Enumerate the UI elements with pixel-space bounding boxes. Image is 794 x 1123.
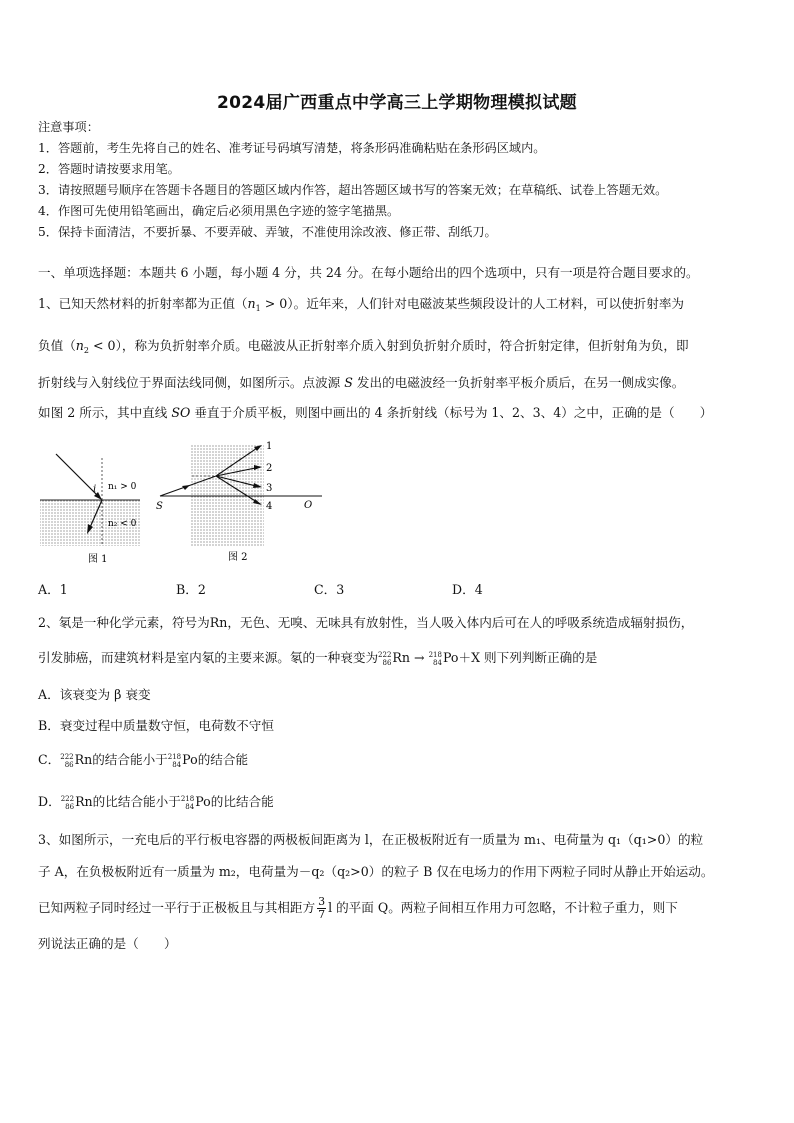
angle-i-label: i bbox=[93, 484, 97, 495]
ray-label-3: 3 bbox=[266, 483, 273, 494]
q2-line-1: 2、氡是一种化学元素，符号为Rn，无色、无嗅、无味具有放射性，当人吸入体内后可在人的呼吸系统造成辐射损伤， bbox=[38, 615, 694, 630]
q3-line-4: 列说法正确的是（ ） bbox=[38, 936, 177, 951]
ray-label-2: 2 bbox=[266, 463, 273, 474]
page-title: 2024届广西重点中学高三上学期物理模拟试题 bbox=[217, 93, 577, 113]
figure-1 bbox=[36, 440, 156, 570]
section-heading: 一、单项选择题：本题共 6 小题，每小题 4 分，共 24 分。在每小题给出的四个选项中，只有一项是符合题目要求的。 bbox=[38, 265, 699, 280]
q1-line-4: 如图 2 所示，其中直线 SO 垂直于介质平板，则图中画出的 4 条折射线（标号为 1、2、3、4）之中，正确的是（ ） bbox=[38, 405, 713, 420]
note-item: 3．请按照题号顺序在答题卡各题目的答题区域内作答，超出答题区域书写的答案无效；在草稿纸、试卷上答题无效。 bbox=[38, 183, 668, 197]
q1-option-c[interactable]: C．3 bbox=[314, 582, 345, 597]
note-item: 2．答题时请按要求用笔。 bbox=[38, 162, 180, 176]
q3-line-2: 子 A，在负极板附近有一质量为 m₂，电荷量为－q₂（q₂>0）的粒子 B 仅在电场力的作用下两粒子同时从静止开始运动。 bbox=[38, 864, 714, 879]
point-o-label: O bbox=[304, 500, 313, 511]
note-item: 4．作图可先使用铅笔画出，确定后必须用黑色字迹的签字笔描黑。 bbox=[38, 204, 400, 218]
q2-option-d[interactable]: D．222 86Rn的比结合能小于218 84Po的比结合能 bbox=[38, 794, 274, 811]
source-s-label: S bbox=[156, 501, 163, 512]
ray-label-4: 4 bbox=[266, 501, 273, 512]
n2-label: n₂ < 0 bbox=[108, 519, 137, 529]
q2-option-a[interactable]: A．该衰变为 β 衰变 bbox=[38, 687, 151, 702]
fraction-3-7: $\frac{3}{7}$ bbox=[318, 895, 326, 921]
figure-1-caption: 图 1 bbox=[88, 554, 108, 565]
q2-option-b[interactable]: B．衰变过程中质量数守恒，电荷数不守恒 bbox=[38, 718, 274, 733]
medium-slab bbox=[190, 444, 264, 546]
q1-option-b[interactable]: B．2 bbox=[176, 582, 206, 597]
q3-line-1: 3、如图所示，一充电后的平行板电容器的两极板间距离为 l，在正极板附近有一质量为 m₁、电荷量为 q₁（q₁>0）的粒 bbox=[38, 832, 704, 847]
incident-arrowhead bbox=[182, 485, 190, 490]
notes-heading: 注意事项： bbox=[38, 120, 99, 134]
q2-option-c[interactable]: C．222 86Rn的结合能小于218 84Po的结合能 bbox=[38, 752, 249, 769]
note-item: 5．保持卡面清洁，不要折暴、不要弄破、弄皱，不准使用涂改液、修正带、刮纸刀。 bbox=[38, 225, 497, 239]
ray-label-1: 1 bbox=[266, 441, 273, 452]
n1-label: n₁ > 0 bbox=[108, 482, 137, 492]
q1-option-d[interactable]: D．4 bbox=[452, 582, 483, 597]
figure-2 bbox=[152, 436, 332, 570]
q1-line-1: 1、已知天然材料的折射率都为正值$(n_1 > 0)$。近年来，人们针对电磁波某些频段设计的人工材料，可以使折射率为 bbox=[38, 296, 685, 313]
q2-line-2: 引发肺癌，而建筑材料是室内氡的主要来源。氡的一种衰变为222 86Rn → 218 84Po＋X 则下列判断正确的是 bbox=[38, 650, 598, 667]
q3-line-3: 已知两粒子同时经过一平行于正极板且与其相距方 $\frac{3}{7}$ l 的平面 Q。两粒子间相互作用力可忽略，不计粒子重力，则下 bbox=[38, 895, 678, 921]
q1-line-3: 折射线与入射线位于界面法线同侧，如图所示。点波源 S 发出的电磁波经一负折射率平板介质后，在另一侧成实像。 bbox=[38, 375, 685, 390]
figure-2-caption: 图 2 bbox=[228, 552, 248, 563]
note-item: 1．答题前，考生先将自己的姓名、准考证号码填写清楚，将条形码准确粘贴在条形码区域内。 bbox=[38, 141, 546, 155]
q1-line-2: 负值$(n_2 < 0)$，称为负折射率介质。电磁波从正折射率介质入射到负折射介质时，符合折射定律，但折射角为负，即 bbox=[38, 338, 689, 355]
q1-option-a[interactable]: A．1 bbox=[38, 582, 68, 597]
